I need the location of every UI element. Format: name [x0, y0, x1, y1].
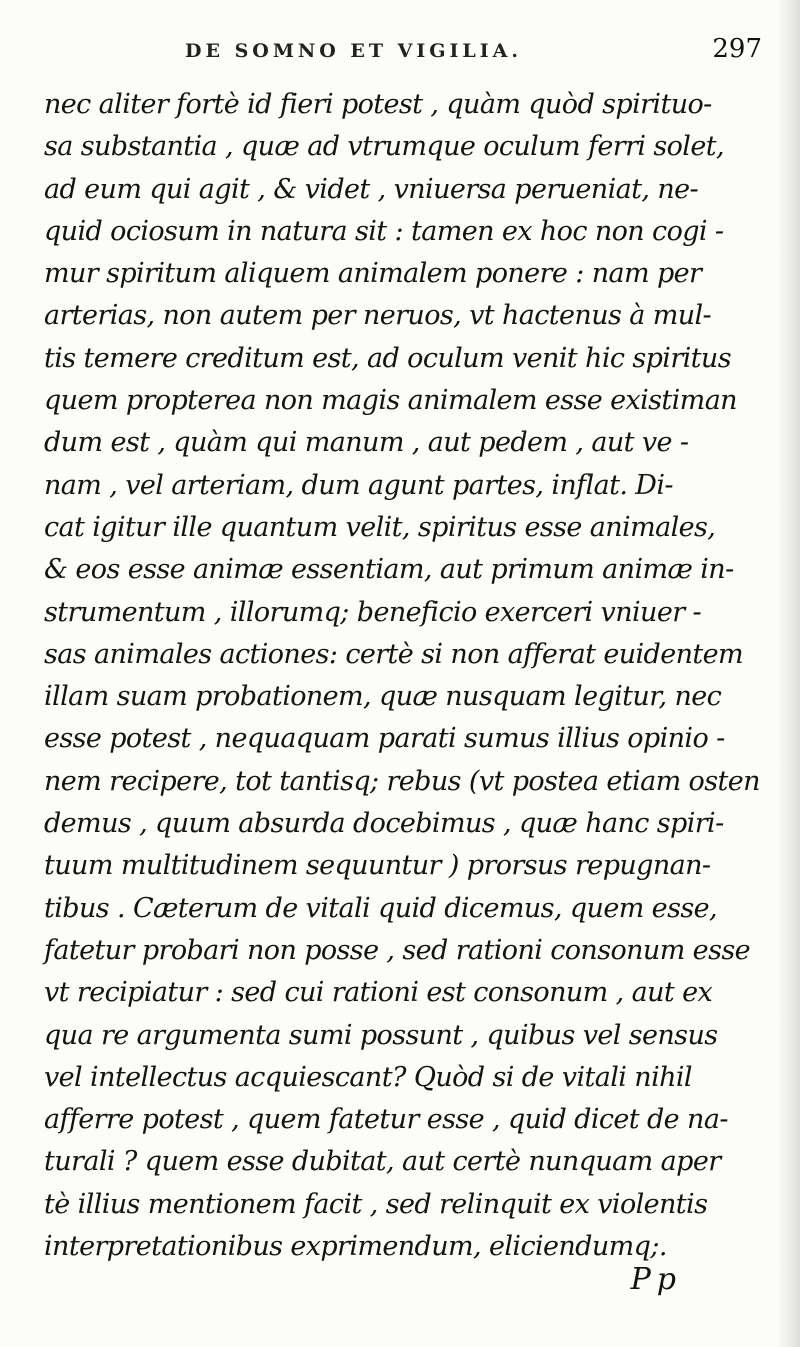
text-line: nam , vel arteriam, dum agunt partes, inflat. Di- — [44, 469, 673, 501]
text-line: & eos esse animæ essentiam, aut primum animæ in- — [44, 554, 734, 586]
text-line: illam suam probationem, quæ nusquam legitur, nec — [44, 681, 722, 713]
text-line: tibus . Cæterum de vitali quid dicemus, quem esse, — [44, 892, 717, 924]
text-line: tis temere creditum est, ad oculum venit hic spiritus — [44, 342, 731, 374]
body-text — [44, 84, 764, 1268]
text-line: tuum multitudinem sequuntur ) prorsus repugnan- — [44, 850, 711, 882]
text-line: sa substantia , quæ ad vtrumque oculum ferri solet, — [44, 131, 724, 163]
text-line: afferre potest , quem fatetur esse , quid dicet de na- — [44, 1104, 728, 1136]
text-line: nem recipere, tot tantisq; rebus (vt postea etiam osten — [44, 765, 760, 797]
text-line: sas animales actiones: certè si non afferat euidentem — [44, 638, 744, 670]
text-line: nec aliter fortè id fieri potest , quàm quòd spirituo- — [44, 89, 712, 120]
text-line: demus , quum absurda docebimus , quæ hanc spiri- — [44, 808, 724, 840]
text-line: arterias, non autem per neruos, vt hactenus à mul- — [44, 300, 712, 332]
text-line: strumentum , illorumq; beneficio exerceri vniuer - — [44, 596, 702, 628]
text-line: interpretationibus exprimendum, eliciendumq;. — [44, 1231, 667, 1263]
text-line: quem propterea non magis animalem esse existiman — [44, 385, 737, 417]
page-number: 297 — [712, 34, 762, 64]
text-line: dum est , quàm qui manum , aut pedem , aut ve - — [44, 427, 689, 459]
text-line: ad eum qui agit , & videt , vniuersa perueniat, ne- — [44, 173, 699, 205]
page-header — [60, 34, 770, 78]
text-line: turali ? quem esse dubitat, aut certè nunquam aper — [44, 1146, 721, 1178]
signature-mark: Pp — [630, 1262, 682, 1297]
text-line: qua re argumenta sumi possunt , quibus vel sensus — [44, 1019, 718, 1051]
text-line: cat igitur ille quantum velit, spiritus esse animales, — [44, 511, 716, 543]
text-line: quid ociosum in natura sit : tamen ex hoc non cogi - — [44, 215, 724, 247]
page-fold-shadow — [778, 0, 800, 1347]
text-line: fatetur probari non posse , sed rationi consonum esse — [44, 934, 750, 966]
text-line: mur spiritum aliquem animalem ponere : nam per — [44, 258, 702, 290]
text-line: esse potest , nequaquam parati sumus illius opinio - — [44, 723, 725, 755]
text-line: vel intellectus acquiescant? Quòd si de vitali nihil — [44, 1061, 692, 1093]
running-head: DE SOMNO ET VIGILIA. — [185, 40, 522, 62]
text-line: vt recipiatur : sed cui rationi est consonum , aut ex — [44, 977, 713, 1009]
text-line: tè illius mentionem facit , sed relinquit ex violentis — [44, 1188, 708, 1220]
